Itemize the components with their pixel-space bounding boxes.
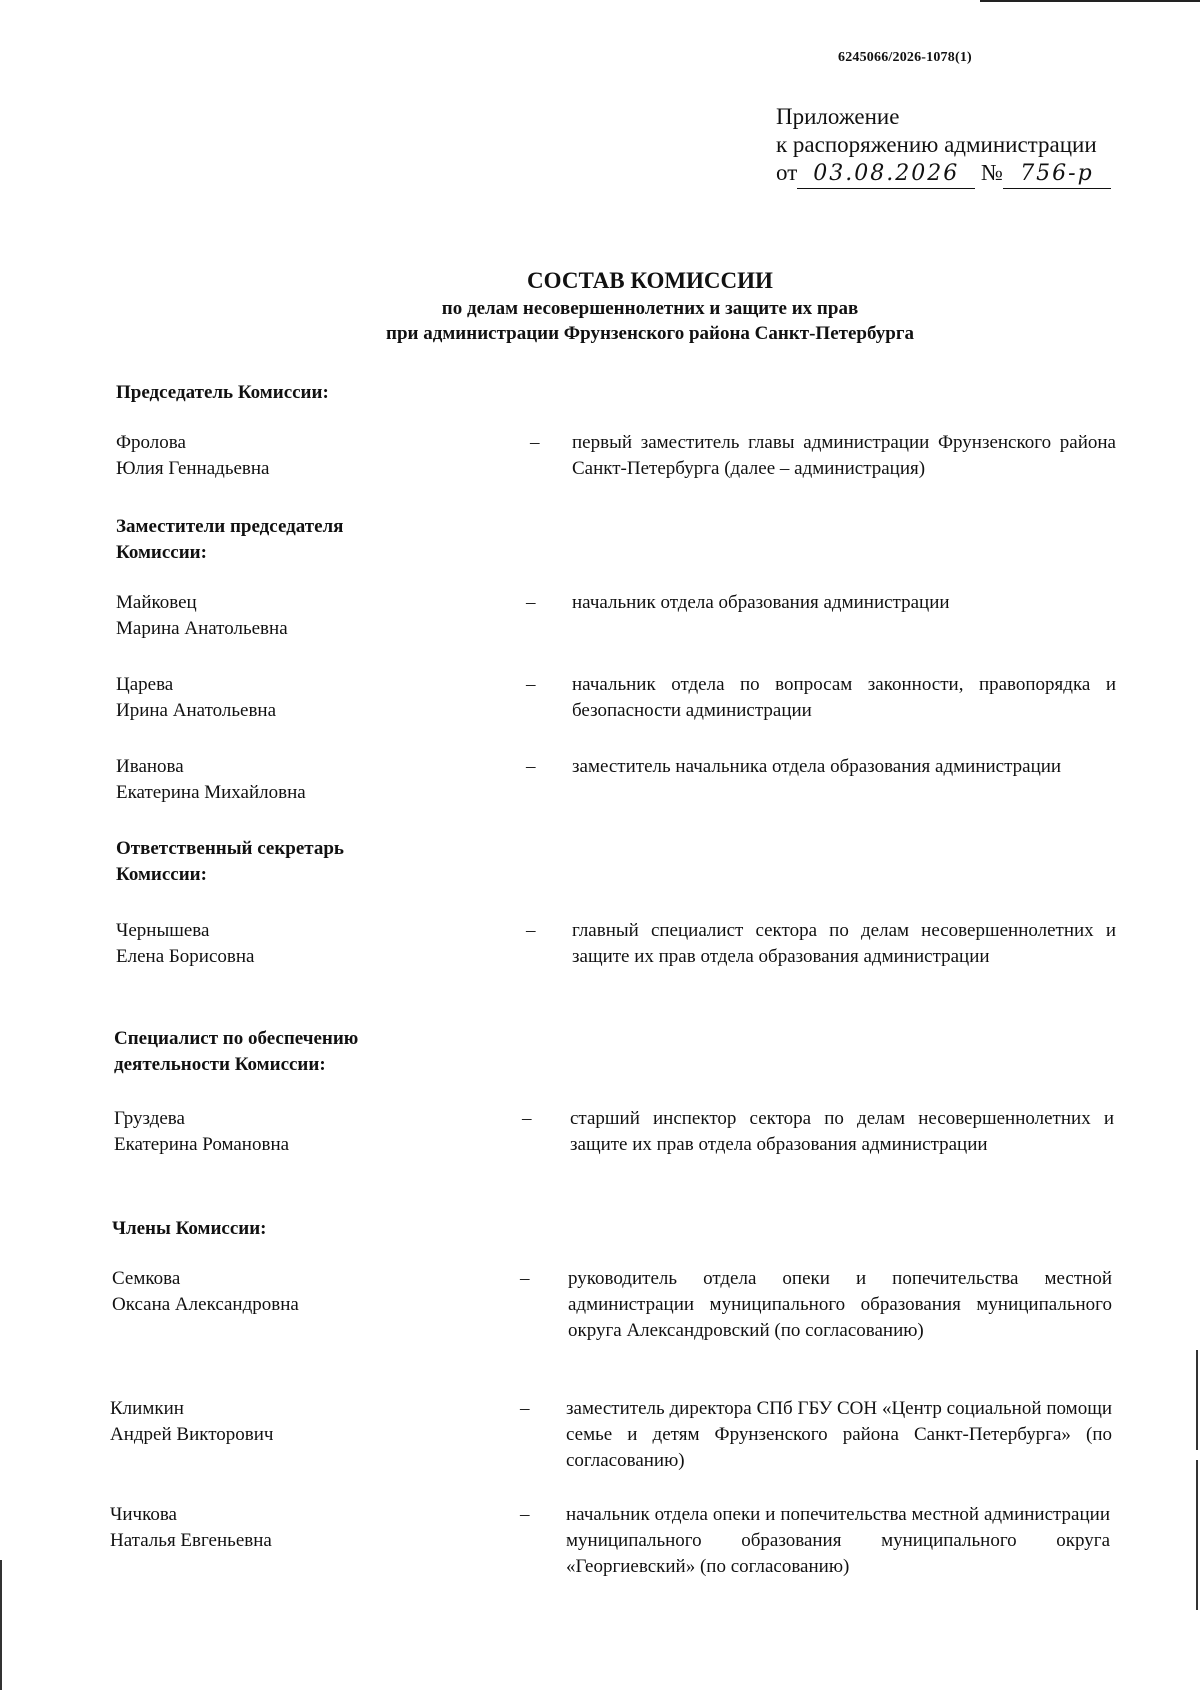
person-name bbox=[116, 754, 306, 806]
person-surname: Иванова bbox=[116, 756, 184, 777]
dash: – bbox=[526, 592, 536, 613]
person-surname: Фролова bbox=[116, 432, 186, 453]
person-given-name: Марина Анатольевна bbox=[116, 618, 288, 639]
person-surname: Чернышева bbox=[116, 920, 210, 941]
dash: – bbox=[520, 1504, 530, 1525]
scan-edge-line bbox=[980, 0, 1200, 2]
annex-line-3 bbox=[776, 159, 1111, 189]
document-id: 6245066/2026-1078(1) bbox=[838, 50, 972, 65]
person-surname: Царева bbox=[116, 674, 174, 695]
person-given-name: Оксана Александровна bbox=[112, 1294, 299, 1315]
section-secretary-line-2: Комиссии: bbox=[116, 864, 207, 885]
person-given-name: Ирина Анатольевна bbox=[116, 700, 277, 721]
title-block bbox=[0, 266, 1200, 346]
dash: – bbox=[526, 674, 536, 695]
section-deputies bbox=[116, 514, 343, 566]
person-given-name: Наталья Евгеньевна bbox=[110, 1530, 272, 1551]
dash: – bbox=[530, 432, 540, 453]
person-role: руководитель отдела опеки и попечительства местной администрации муниципального образования муниципального округа Александровский (по согласованию) bbox=[568, 1268, 1112, 1341]
person-role: главный специалист сектора по делам несовершеннолетних и защите их прав отдела образования администрации bbox=[572, 920, 1116, 967]
annex-line-2: к распоряжению администрации bbox=[776, 132, 1097, 157]
person-name bbox=[116, 918, 254, 970]
dash: – bbox=[526, 920, 536, 941]
person-name bbox=[114, 1106, 289, 1158]
handwritten-number: 756-р bbox=[1003, 160, 1111, 189]
dash: – bbox=[520, 1398, 530, 1419]
from-label: от bbox=[776, 160, 798, 185]
section-members: Члены Комиссии: bbox=[112, 1218, 267, 1239]
person-surname: Груздева bbox=[114, 1108, 185, 1129]
person-name bbox=[110, 1502, 272, 1554]
document-subtitle-1: по делам несовершеннолетних и защите их прав bbox=[441, 298, 859, 319]
dash: – bbox=[522, 1108, 532, 1129]
person-role: начальник отдела по вопросам законности, правопорядка и безопасности администрации bbox=[572, 674, 1116, 721]
person-surname: Чичкова bbox=[110, 1504, 177, 1525]
person-name bbox=[116, 430, 270, 482]
person-role: заместитель директора СПб ГБУ СОН «Центр социальной помощи семье и детям Фрунзенского района Санкт-Петербурга» (по согласованию) bbox=[566, 1398, 1112, 1471]
annex-block bbox=[776, 103, 1111, 189]
person-surname: Климкин bbox=[110, 1398, 184, 1419]
dash: – bbox=[526, 756, 536, 777]
number-label: № bbox=[981, 160, 1003, 185]
person-name bbox=[116, 590, 288, 642]
person-role: первый заместитель главы администрации Фрунзенского района Санкт-Петербурга (далее – администрация) bbox=[572, 432, 1116, 479]
person-name bbox=[110, 1396, 273, 1448]
person-surname: Семкова bbox=[112, 1268, 181, 1289]
person-given-name: Андрей Викторович bbox=[110, 1424, 274, 1445]
person-role: начальник отдела образования администрации bbox=[572, 592, 950, 613]
section-secretary bbox=[116, 836, 344, 888]
section-deputies-line-2: Комиссии: bbox=[116, 542, 207, 563]
document-title: СОСТАВ КОМИССИИ bbox=[527, 268, 773, 293]
section-chairman: Председатель Комиссии: bbox=[116, 382, 329, 403]
annex-line-1: Приложение bbox=[776, 104, 900, 129]
scan-edge-mark bbox=[1196, 1350, 1198, 1450]
person-role: старший инспектор сектора по делам несовершеннолетних и защите их прав отдела образования администрации bbox=[570, 1108, 1114, 1155]
dash: – bbox=[520, 1268, 530, 1289]
section-deputies-line-1: Заместители председателя bbox=[116, 516, 344, 537]
person-given-name: Юлия Геннадьевна bbox=[116, 458, 270, 479]
person-name bbox=[112, 1266, 299, 1318]
person-given-name: Елена Борисовна bbox=[116, 946, 255, 967]
handwritten-date: 03.08.2026 bbox=[797, 160, 975, 189]
person-name bbox=[116, 672, 276, 724]
person-given-name: Екатерина Михайловна bbox=[116, 782, 306, 803]
person-role: начальник отдела опеки и попечительства местной администрации муниципального образования муниципального округа «Георгиевский» (по согласованию) bbox=[566, 1504, 1110, 1577]
person-surname: Майковец bbox=[116, 592, 197, 613]
section-specialist-line-2: деятельности Комиссии: bbox=[114, 1054, 326, 1075]
document-subtitle-2: при администрации Фрунзенского района Санкт-Петербурга bbox=[386, 323, 914, 344]
person-given-name: Екатерина Романовна bbox=[114, 1134, 290, 1155]
section-specialist-line-1: Специалист по обеспечению bbox=[114, 1028, 359, 1049]
scan-edge-mark bbox=[0, 1560, 2, 1690]
section-specialist bbox=[114, 1026, 358, 1078]
scan-edge-mark bbox=[1196, 1460, 1198, 1610]
section-secretary-line-1: Ответственный секретарь bbox=[116, 838, 344, 859]
person-role: заместитель начальника отдела образования администрации bbox=[572, 756, 1062, 777]
